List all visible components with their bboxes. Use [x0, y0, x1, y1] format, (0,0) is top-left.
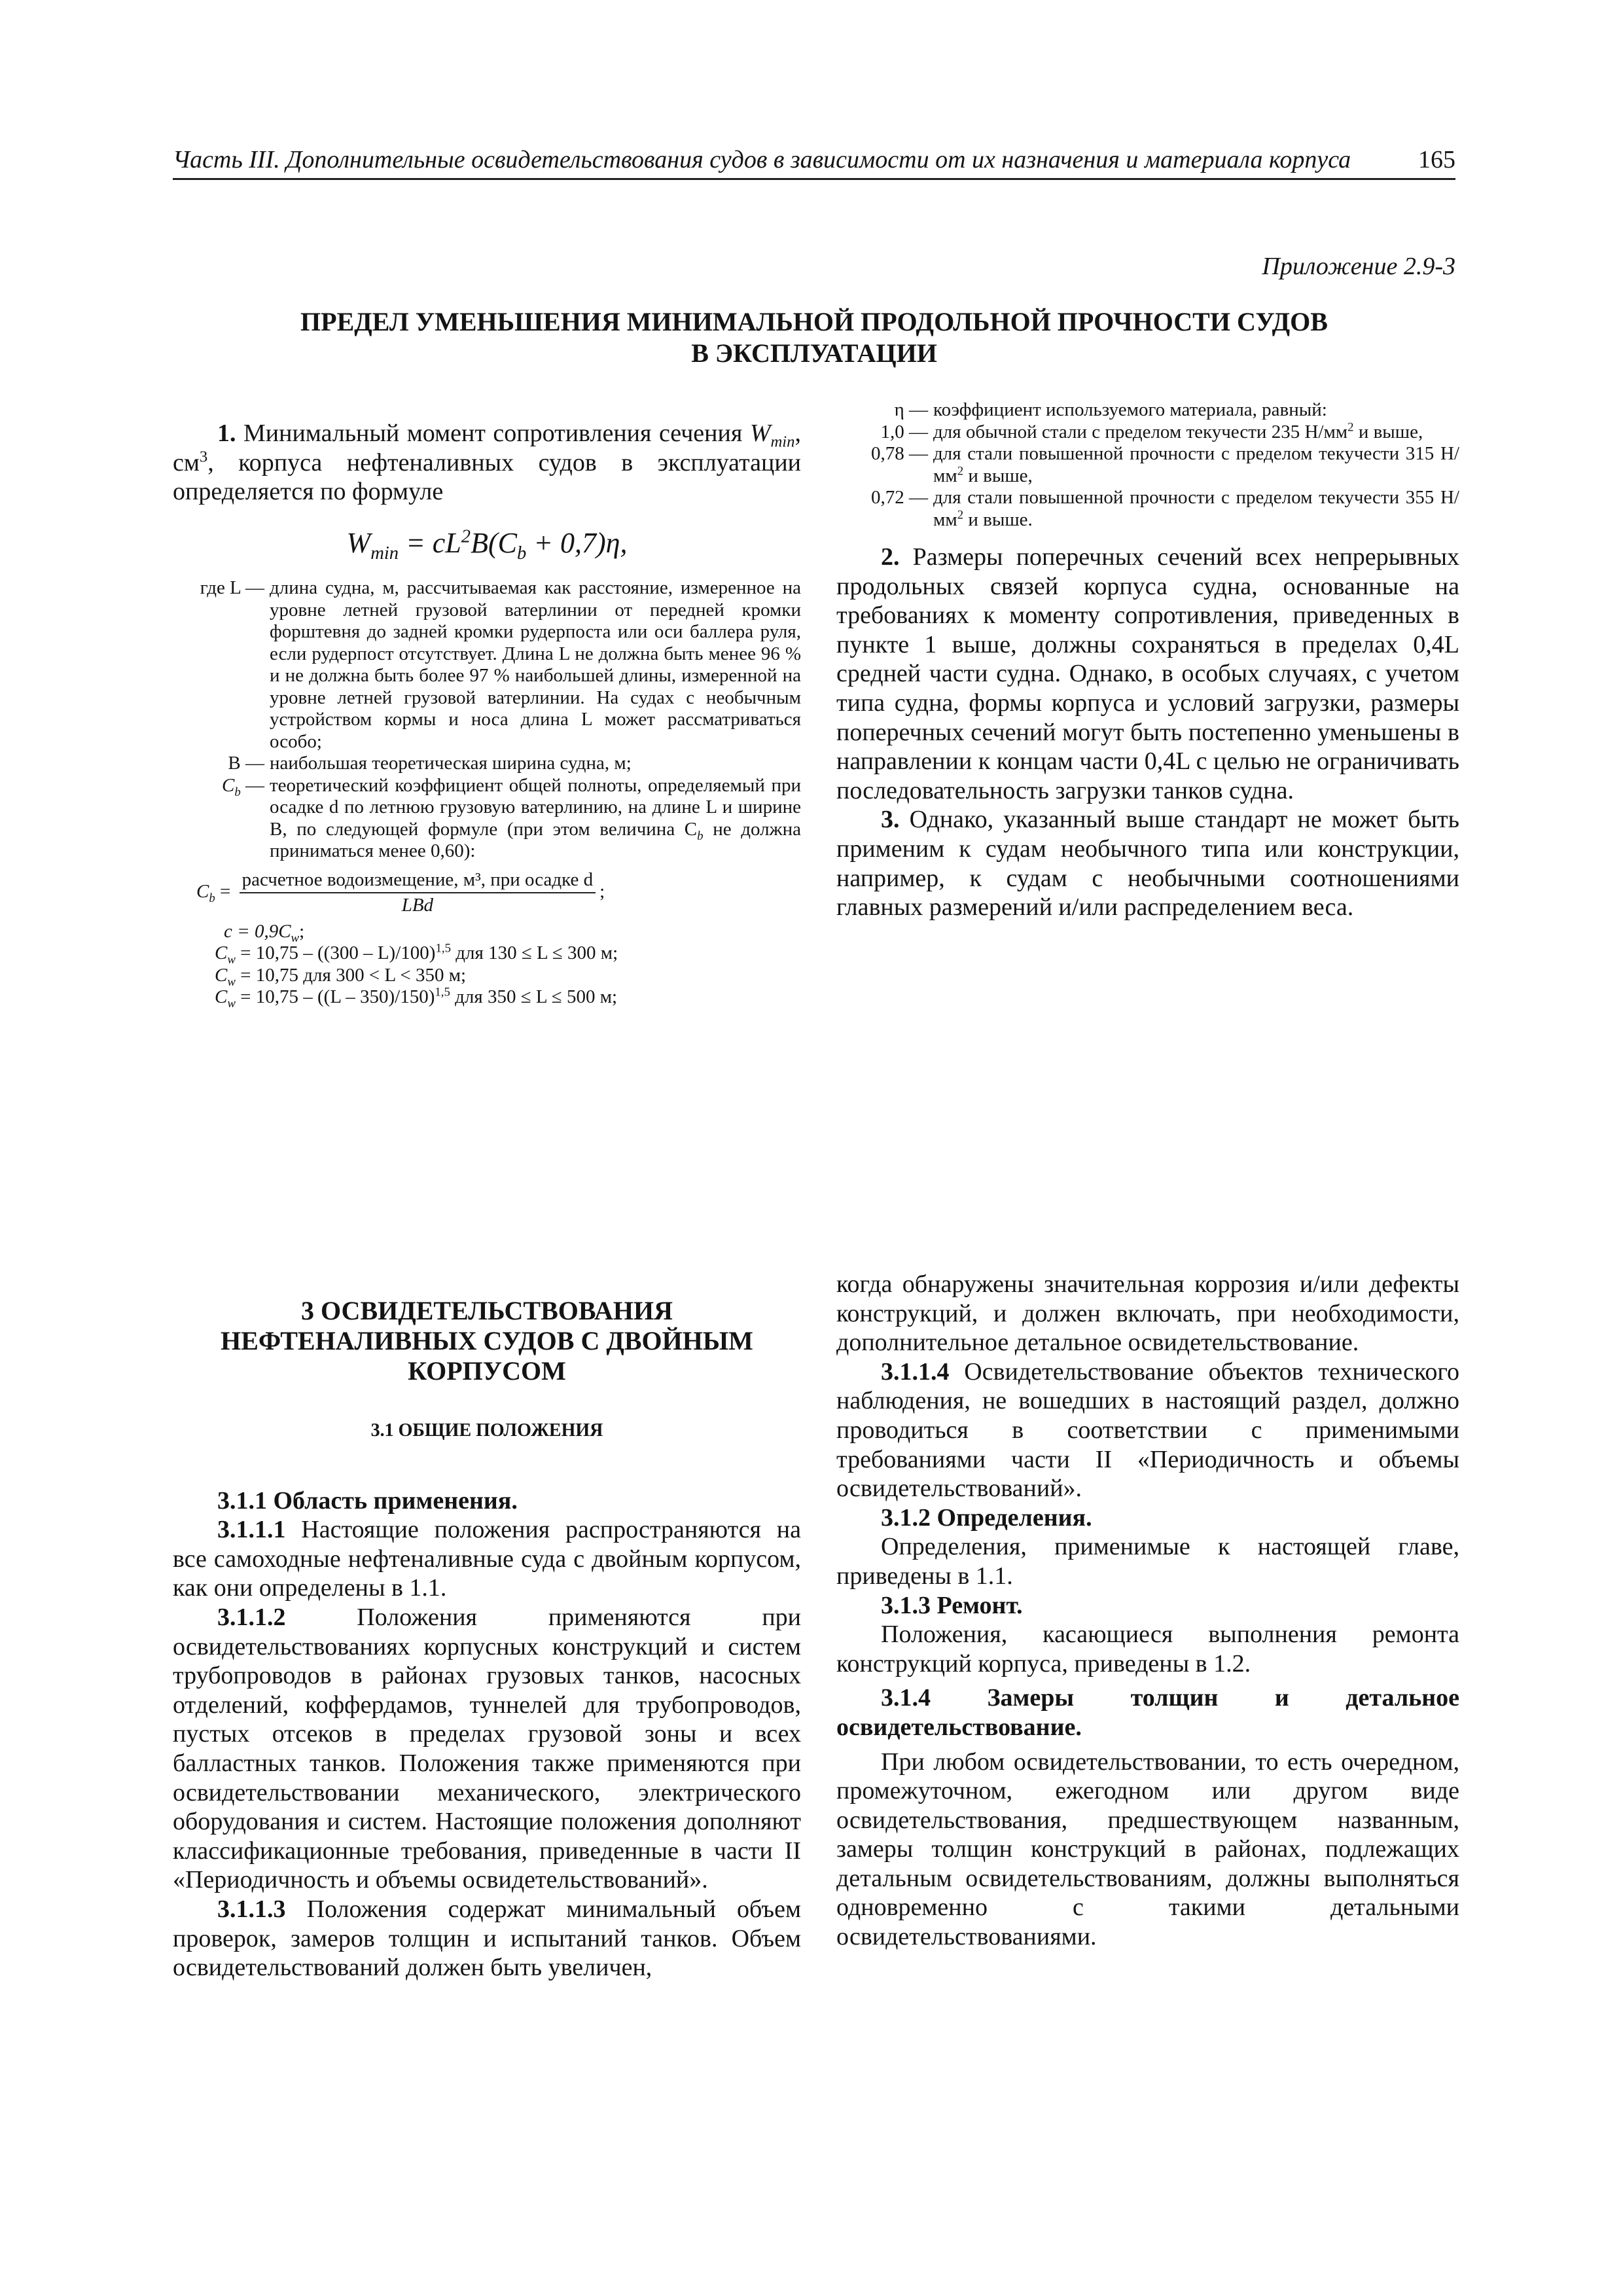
p2-number: 2.: [881, 543, 900, 571]
s3114-text: Освидетельствование объектов технического наблюдения, не вошедших в настоящий раздел, должно проводиться в соответствии с применимыми требованиями части II «Периодичность и объемы освидетельствований».: [836, 1357, 1459, 1503]
cw2-lhs: C: [215, 964, 228, 986]
s311-head: 3.1.1 Область применения.: [217, 1486, 518, 1515]
p1-wmin-sub: min: [770, 433, 795, 451]
k3-sup: 2: [957, 507, 964, 522]
section3-heading-line-1: 3 ОСВИДЕТЕЛЬСТВОВАНИЯ: [300, 1296, 673, 1325]
k2-label: 0,78 —: [871, 443, 928, 464]
section3-right-column: [836, 1270, 1459, 1952]
clause-3-1-4-heading: [836, 1683, 1459, 1742]
eta-row: [836, 399, 1459, 422]
cb-lhs-sub: b: [209, 891, 215, 905]
k3-text: для стали повышенной прочности с пределом текучести 355 Н/мм: [933, 487, 1459, 530]
formula-rest: B(C: [471, 526, 517, 559]
formula-tail: + 0,7)η,: [526, 526, 628, 559]
subsection-3-1-heading: 3.1 ОБЩИЕ ПОЛОЖЕНИЯ: [370, 1420, 603, 1441]
p3-text: Однако, указанный выше стандарт не может быть применим к судам необычного типа или конструкции, например, к судам с необычными соотношениями главных размерений и/или распределением веса.: [836, 806, 1459, 922]
cw3-a: = 10,75 – ((L – 350)/150): [235, 986, 435, 1008]
p1-number: 1.: [217, 420, 236, 447]
cw3-lhs-sub: w: [227, 997, 236, 1011]
running-header: [173, 145, 1455, 174]
cw1-a: = 10,75 – ((300 – L)/100): [235, 942, 436, 964]
p1-text-b: , см: [173, 420, 801, 476]
c-line-end: ;: [299, 920, 305, 942]
clause-3-1-1-heading: [173, 1486, 801, 1516]
cw3-lhs: C: [215, 986, 228, 1008]
eta-k3-row: [836, 487, 1459, 531]
clause-3-1-1-4: [836, 1357, 1459, 1503]
cb-formula: [196, 869, 801, 917]
definition-B: [173, 753, 801, 775]
c-line: c = 0,9C: [224, 920, 291, 942]
k1-end: и выше,: [1353, 421, 1423, 442]
eta-k1-row: [836, 422, 1459, 444]
s3112-num: 3.1.1.2: [217, 1603, 286, 1631]
s314-head: 3.1.4 Замеры толщин и детальное освидетельствование.: [836, 1684, 1459, 1741]
formula-w: W: [346, 526, 371, 559]
appendix-label: Приложение 2.9-3: [1262, 253, 1455, 280]
definition-L: [173, 577, 801, 753]
s3112-text: Положения применяются при освидетельствованиях корпусных конструкций и систем трубопроводов в районах грузовых танков, насосных отделений, коффердамов, туннелей для трубопроводов, пустых отсеков в пределах грузовой зоны и всех балластных танков. Положения также применяются при освидетельствовании механического, электрического оборудования и систем. Настоящие положения дополняют классификационные требования, приведенные в части II «Периодичность и объемы освидетельствований».: [173, 1603, 801, 1894]
c-formula: [224, 921, 801, 943]
def-L-label: где L —: [200, 577, 264, 599]
title-line-1: ПРЕДЕЛ УМЕНЬШЕНИЯ МИНИМАЛЬНОЙ ПРОДОЛЬНОЙ ПРОЧНОСТИ СУДОВ: [300, 307, 1328, 336]
k2-end: и выше,: [963, 465, 1033, 486]
cb-lhs: C: [196, 881, 209, 903]
def-Cb-dash: —: [240, 774, 264, 796]
eta-definitions: [836, 399, 1459, 531]
cw2-a: = 10,75 для 300 < L < 350 м;: [235, 964, 467, 986]
cb-eq: =: [215, 881, 236, 903]
header-rule: [173, 178, 1455, 180]
k3-end: и выше.: [963, 509, 1033, 530]
def-Cb-text: теоретический коэффициент общей полноты, определяемый при осадке d по летнюю грузовую ватерлинию, на длине L и ширине B, по следующей формуле (при этом величина C: [270, 774, 801, 840]
k2-text: для стали повышенной прочности с пределом текучести 315 Н/мм: [933, 443, 1459, 486]
cw-formula-3: [215, 986, 801, 1009]
k3-label: 0,72 —: [871, 487, 928, 508]
definition-Cb: [173, 775, 801, 863]
definitions-list: [173, 577, 801, 1009]
clause-3-1-1-3: [173, 1895, 801, 1982]
formula-w-sub: min: [370, 543, 399, 564]
clause-3-1-3-text: Положения, касающиеся выполнения ремонта конструкций корпуса, приведены в 1.2.: [836, 1621, 1459, 1677]
paragraph-1: [173, 419, 801, 507]
cw2-lhs-sub: w: [227, 975, 236, 989]
appendix-title: [173, 306, 1455, 369]
cw-formula-2: [215, 965, 801, 987]
clause-3-1-2-heading: [836, 1503, 1459, 1533]
cw1-sup: 1,5: [435, 941, 451, 956]
formula-cb-sub: b: [516, 543, 527, 564]
cw3-b: для 350 ≤ L ≤ 500 м;: [450, 986, 618, 1008]
s3113-num: 3.1.1.3: [217, 1895, 286, 1923]
clause-3-1-2-text: Определения, применимые к настоящей главе, приведены в 1.1.: [836, 1533, 1459, 1590]
page-number: 165: [1418, 146, 1455, 173]
section3-left-column: [173, 1296, 801, 1982]
cw1-b: для 130 ≤ L ≤ 300 м;: [451, 942, 618, 964]
cw1-lhs: C: [215, 942, 228, 964]
s313-head: 3.1.3 Ремонт.: [881, 1591, 1023, 1619]
cw3-sup: 1,5: [435, 985, 450, 999]
eta-text: коэффициент используемого материала, равный:: [933, 399, 1327, 420]
section3-heading-line-3: КОРПУСОМ: [408, 1356, 566, 1386]
k2-sup: 2: [957, 463, 964, 478]
p2-text: Размеры поперечных сечений всех непрерывных продольных связей корпуса судна, основанные на требованиях к моменту сопротивления, приведенных в пункте 1 выше, должны сохраняться в пределах 0,4L средней части судна. Однако, в особых случаях, с учетом типа судна, формы корпуса и условий загрузки, размеры поперечных сечений могут быть постепенно уменьшены в направлении к концам части 0,4L с целью не ограничивать последовательность загрузки танков судна.: [836, 543, 1459, 804]
cb-numerator: расчетное водоизмещение, м³, при осадке d: [240, 869, 596, 894]
p1-text-a: Минимальный момент сопротивления сечения: [236, 420, 750, 447]
section3-heading: [173, 1296, 801, 1386]
eta-k2-row: [836, 443, 1459, 487]
formula-rhs: = cL: [399, 526, 461, 559]
s312-head: 3.1.2 Определения.: [881, 1503, 1092, 1532]
s3113-text: Положения содержат минимальный объем проверок, замеров толщин и испытаний танков. Объем освидетельствований должен быть увеличен,: [173, 1895, 801, 1982]
def-Cb-sub: b: [234, 785, 241, 799]
clause-3-1-1-1: [173, 1515, 801, 1603]
running-title: Часть III. Дополнительные освидетельствования судов в зависимости от их назначения и материала корпуса: [173, 146, 1351, 173]
eta-label: η —: [894, 399, 928, 420]
cw1-lhs-sub: w: [227, 953, 236, 967]
def-Cb-label: [173, 775, 264, 797]
def-L-text: длина судна, м, рассчитываемая как расстояние, измеренное на уровне летней грузовой ватерлинии от передней кромки форштевня до задней кромки рудерпоста или оси баллера руля, если рудерпост отсутствует. Длина L не должна быть менее 96 % и не должна быть более 97 % наибольшей длины, измеренной на уровне летней грузовой ватерлинии. На судах с необычным устройством кормы и носа длина L может рассматриваться особо;: [270, 577, 801, 752]
def-Cb-text-sub: b: [697, 829, 704, 843]
cb-semicolon: ;: [599, 881, 605, 903]
p1-text-c: , корпуса нефтеналивных судов в эксплуатации определяется по формуле: [173, 448, 801, 506]
def-B-text: наибольшая теоретическая ширина судна, м;: [270, 753, 632, 774]
def-Cb-text-end: не должна приниматься менее 0,60):: [270, 818, 801, 862]
cb-fraction: [240, 869, 596, 917]
clause-3-1-1-3-continued: когда обнаружены значительная коррозия и/или дефекты конструкций, и должен включать, при необходимости, дополнительное детальное освидетельствование.: [836, 1270, 1459, 1357]
clause-3-1-1-2: [173, 1603, 801, 1895]
k1-text: для обычной стали с пределом текучести 235 Н/мм: [933, 421, 1348, 442]
s3111-text: Настоящие положения распространяются на все самоходные нефтеналивные суда с двойным корпусом, как они определены в 1.1.: [173, 1516, 801, 1602]
section3-heading-line-2: НЕФТЕНАЛИВНЫХ СУДОВ С ДВОЙНЫМ: [221, 1326, 753, 1355]
def-Cb-letter: C: [221, 774, 235, 796]
clause-3-1-3-heading: [836, 1591, 1459, 1621]
s3114-num: 3.1.1.4: [881, 1357, 950, 1386]
paragraph-2: [836, 543, 1459, 805]
p1-sup: 3: [199, 447, 208, 465]
appendix-left-column: [173, 419, 801, 1009]
p3-number: 3.: [881, 806, 900, 834]
formula-sup: 2: [461, 526, 471, 547]
appendix-right-column: [836, 399, 1459, 922]
cw-formula-1: [215, 942, 801, 965]
c-line-sub: w: [291, 931, 300, 945]
k1-label: 1,0 —: [880, 421, 928, 442]
def-B-label: B —: [228, 753, 264, 774]
main-formula: [173, 526, 801, 564]
cb-denominator: LBd: [401, 895, 434, 916]
title-line-2: В ЭКСПЛУАТАЦИИ: [691, 338, 937, 368]
k1-sup: 2: [1347, 420, 1354, 434]
s3111-num: 3.1.1.1: [217, 1516, 286, 1544]
paragraph-3: [836, 805, 1459, 922]
clause-3-1-4-text: При любом освидетельствовании, то есть очередном, промежуточном, ежегодном или другом виде освидетельствования, предшествующем названным, замеры толщин конструкций в районах, подлежащих детальным освидетельствованиям, должны выполняться одновременно с такими детальными освидетельствованиями.: [836, 1748, 1459, 1951]
p1-wmin: W: [749, 420, 771, 447]
